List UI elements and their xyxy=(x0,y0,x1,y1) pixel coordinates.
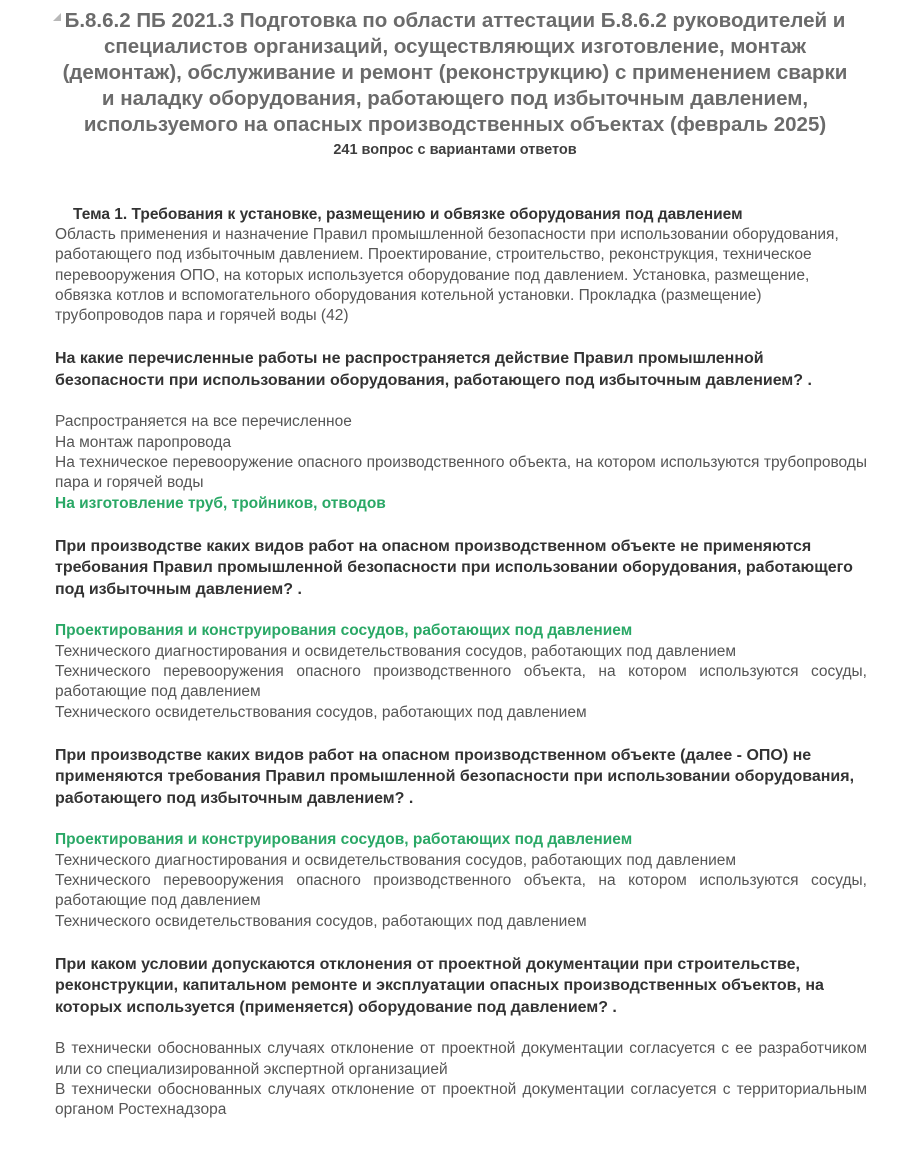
answer-option: Технического перевооружения опасного производственного объекта, на котором используются сосуды, работающие под давлением xyxy=(55,872,867,910)
question-block xyxy=(55,536,867,723)
question-block xyxy=(55,348,867,513)
question-text: При каком условии допускаются отклонения от проектной документации при строительстве, реконструкции, капитальном ремонте и эксплуатации опасных производственных объектов, на которых используется (применяется) оборудование под давлением? . xyxy=(55,955,824,1016)
answer-option: Технического диагностирования и освидетельствования сосудов, работающих под давлением xyxy=(55,851,737,869)
answer-option: Технического перевооружения опасного производственного объекта, на котором используются сосуды, работающие под давлением xyxy=(55,663,867,701)
answer-option: Технического освидетельствования сосудов, работающих под давлением xyxy=(55,703,587,721)
answer-option: Технического освидетельствования сосудов, работающих под давлением xyxy=(55,912,587,930)
question-count-subtitle: 241 вопрос с вариантами ответов xyxy=(333,142,577,158)
document-body xyxy=(55,205,867,1121)
answer-option: В технически обоснованных случаях отклонение от проектной документации согласуется с территориальным органом Ростехнадзора xyxy=(55,1081,867,1119)
topic-description: Область применения и назначение Правил промышленной безопасности при использовании оборудования, работающего под избыточным давлением. Проектирование, строительство, реконструкция, техническое перевооружения ОПО, на которых используется оборудование под давлением. Установка, размещение, обвязка котлов и вспомогательного оборудования котельной установки. Прокладка (размещение) трубопроводов пара и горячей воды (42) xyxy=(55,226,839,325)
correct-answer-option: На изготовление труб, тройников, отводов xyxy=(55,494,386,512)
correct-answer-option: Проектирования и конструирования сосудов, работающих под давлением xyxy=(55,831,633,849)
document-title: Б.8.6.2 ПБ 2021.3 Подготовка по области аттестации Б.8.6.2 руководителей и специалистов организаций, осуществляющих изготовление, монтаж (демонтаж), обслуживание и ремонт (реконструкцию) с применением сварки и наладку оборудования, работающего под избыточным давлением, используемого на опасных производственных объектах (февраль 2025) xyxy=(62,9,848,136)
answer-list xyxy=(55,412,867,513)
answer-option: Распространяется на все перечисленное xyxy=(55,413,352,431)
question-block xyxy=(55,954,867,1121)
answer-list xyxy=(55,621,867,722)
correct-answer-option: Проектирования и конструирования сосудов, работающих под давлением xyxy=(55,622,633,640)
question-text: При производстве каких видов работ на опасном производственном объекте (далее - ОПО) не применяются требования Правил промышленной безопасности при использовании оборудования, работающего под избыточным давлением? . xyxy=(55,746,855,807)
answer-list xyxy=(55,830,867,931)
answer-option: На монтаж паропровода xyxy=(55,433,232,451)
question-text: При производстве каких видов работ на опасном производственном объекте не применяются требования Правил промышленной безопасности при использовании оборудования, работающего под избыточным давлением? . xyxy=(55,537,853,598)
question-block xyxy=(55,745,867,932)
question-text: На какие перечисленные работы не распространяется действие Правил промышленной безопасности при использовании оборудования, работающего под избыточным давлением? . xyxy=(55,350,812,389)
answer-option: Технического диагностирования и освидетельствования сосудов, работающих под давлением xyxy=(55,642,737,660)
document-header xyxy=(60,8,850,160)
answer-option: На техническое перевооружение опасного производственного объекта, на котором используются трубопроводы пара и горячей воды xyxy=(55,454,867,492)
answer-option: В технически обоснованных случаях отклонение от проектной документации согласуется с ее разработчиком или со специализированной экспертной организацией xyxy=(55,1040,867,1078)
answer-list xyxy=(55,1039,867,1120)
topic-title: Тема 1. Требования к установке, размещению и обвязке оборудования под давлением xyxy=(73,206,743,223)
